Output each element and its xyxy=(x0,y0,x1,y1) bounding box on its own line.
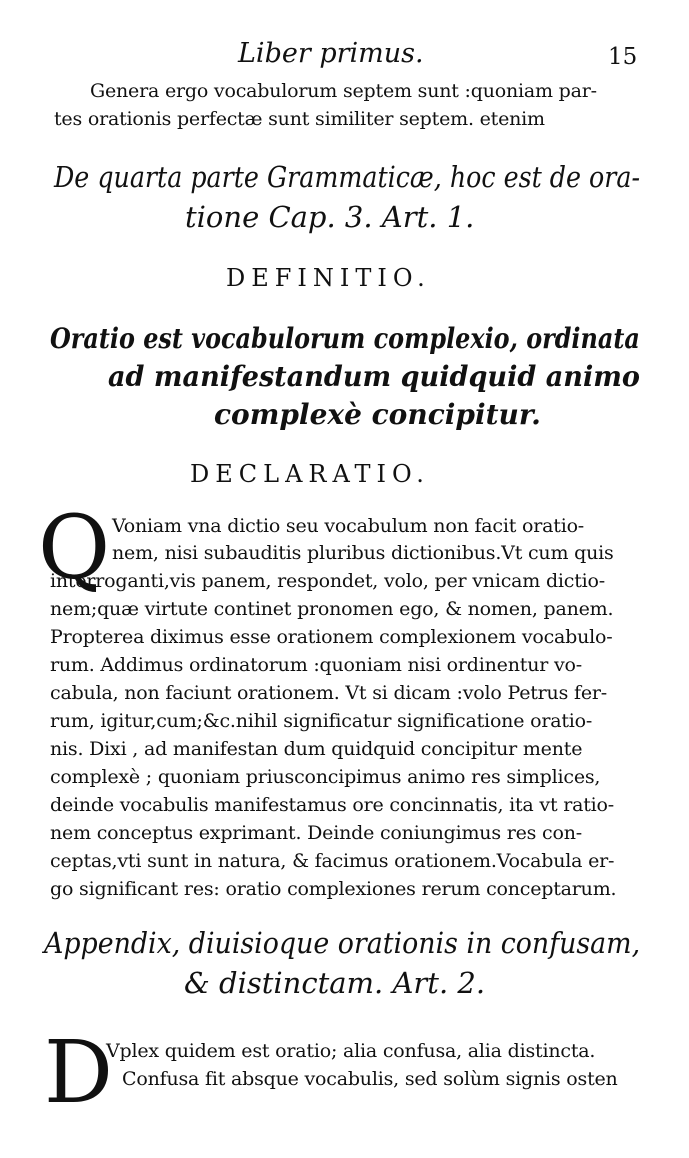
appendix-heading-line-1: Appendix, diuisioque orationis in confusam, xyxy=(44,926,641,960)
declaratio-line-4: nem;quæ virtute continet pronomen ego, & nomen, panem. xyxy=(50,598,614,620)
declaratio-line-2: nem, nisi subauditis pluribus dictionibus.Vt cum quis xyxy=(112,542,614,564)
declaratio-line-5: Propterea diximus esse orationem complexionem vocabulo- xyxy=(50,626,613,648)
declaratio-line-6: rum. Addimus ordinatorum :quoniam nisi ordinentur vo- xyxy=(50,654,582,676)
definition-line-2: ad manifestandum quidquid animo xyxy=(108,360,640,393)
definition-line-1: Oratio est vocabulorum complexio, ordinata xyxy=(50,322,640,355)
page-number: 15 xyxy=(608,44,638,70)
declaratio-line-3: interroganti,vis panem, respondet, volo, per vnicam dictio- xyxy=(50,570,605,592)
appendix-heading-line-2: & distinctam. Art. 2. xyxy=(184,966,486,1000)
declaratio-label: DECLARATIO. xyxy=(190,460,430,488)
running-title: Liber primus. xyxy=(238,38,424,69)
declaratio-line-13: ceptas,vti sunt in natura, & facimus orationem.Vocabula er- xyxy=(50,850,615,872)
intro-line-1: Genera ergo vocabulorum septem sunt :quoniam par- xyxy=(90,80,597,102)
drop-cap-d: D xyxy=(44,1023,113,1123)
declaratio-line-7: cabula, non faciunt orationem. Vt si dicam :volo Petrus fer- xyxy=(50,682,607,704)
definitio-label: DEFINITIO. xyxy=(226,264,431,292)
declaratio-line-12: nem conceptus exprimant. Deinde coniungimus res con- xyxy=(50,822,582,844)
declaratio-line-1: Voniam vna dictio seu vocabulum non facit oratio- xyxy=(112,515,585,537)
declaratio-line-10: complexè ; quoniam priusconcipimus animo res simplices, xyxy=(50,766,601,788)
declaratio-line-9: nis. Dixi , ad manifestan dum quidquid concipitur mente xyxy=(50,738,583,760)
chapter-heading-line-2: tione Cap. 3. Art. 1. xyxy=(185,200,475,234)
declaratio-line-8: rum, igitur,cum;&c.nihil significatur significatione oratio- xyxy=(50,710,593,732)
chapter-heading-line-1: De quarta parte Grammaticæ, hoc est de ora- xyxy=(54,160,641,194)
appendix-line-1: Vplex quidem est oratio; alia confusa, alia distincta. xyxy=(106,1040,596,1062)
intro-line-2: tes orationis perfectæ sunt similiter septem. etenim xyxy=(54,108,545,130)
declaratio-line-14: go significant res: oratio complexiones rerum conceptarum. xyxy=(50,878,617,900)
declaratio-line-11: deinde vocabulis manifestamus ore concinnatis, ita vt ratio- xyxy=(50,794,614,816)
appendix-line-2: Confusa fit absque vocabulis, sed solùm signis osten xyxy=(122,1068,618,1090)
drop-cap-q: Q xyxy=(38,496,111,599)
definition-line-3: complexè concipitur. xyxy=(214,398,541,431)
